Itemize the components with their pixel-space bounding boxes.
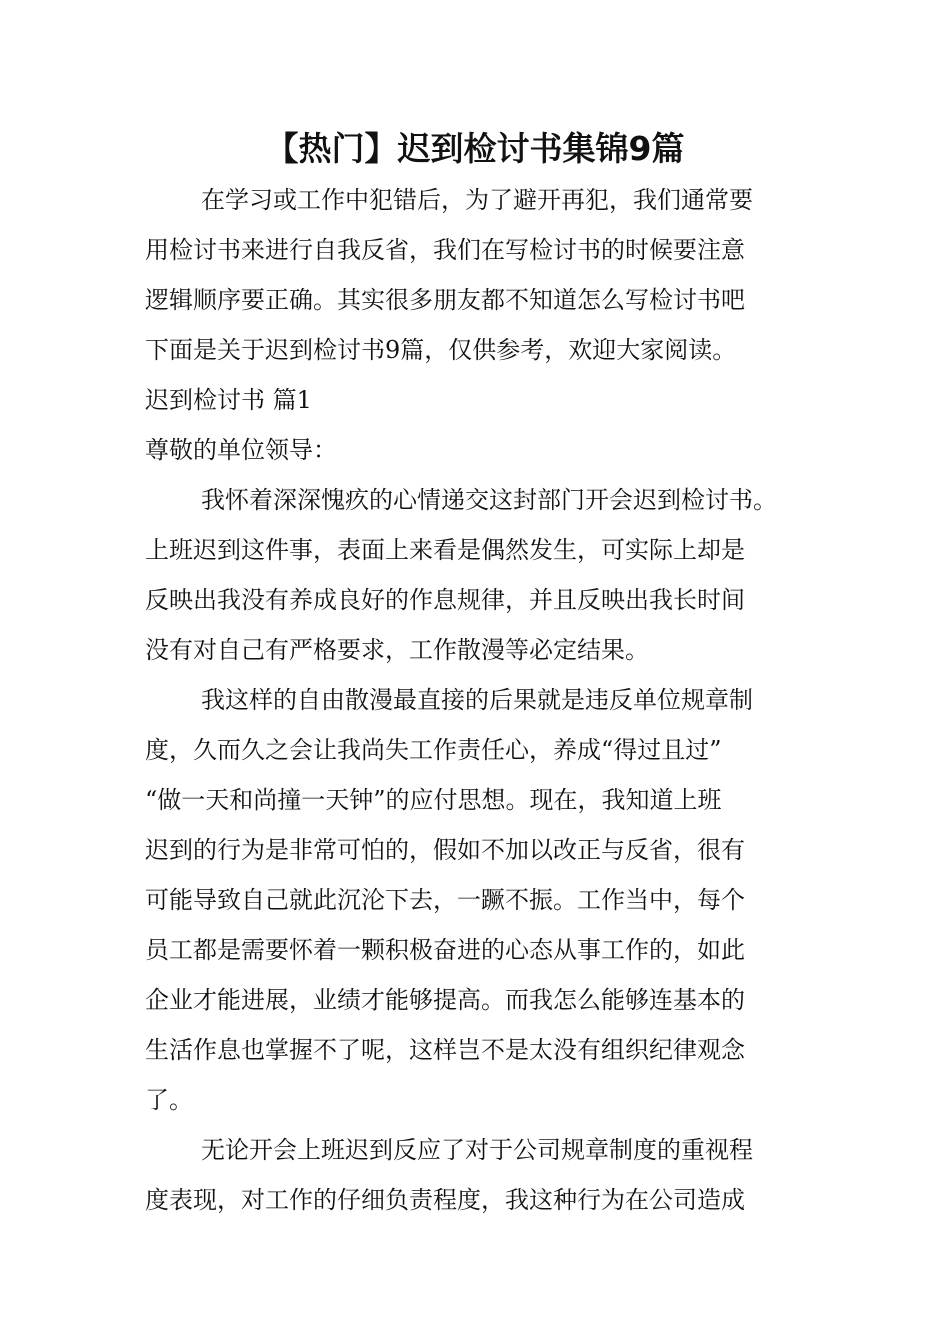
- body-line: 员工都是需要怀着一颗积极奋进的心态从事工作的，如此: [145, 936, 745, 964]
- body-line: 用检讨书来进行自我反省，我们在写检讨书的时候要注意: [145, 236, 745, 264]
- body-line: 在学习或工作中犯错后，为了避开再犯，我们通常要: [201, 186, 753, 214]
- body-line: 我怀着深深愧疚的心情递交这封部门开会迟到检讨书。: [201, 486, 777, 514]
- body-line: “做一天和尚撞一天钟”的应付思想。现在，我知道上班: [145, 786, 722, 814]
- body-line: 逻辑顺序要正确。其实很多朋友都不知道怎么写检讨书吧: [145, 286, 745, 314]
- body-line: 反映出我没有养成良好的作息规律，并且反映出我长时间: [145, 586, 745, 614]
- body-line: 上班迟到这件事，表面上来看是偶然发生，可实际上却是: [145, 536, 745, 564]
- body-line: 尊敬的单位领导：: [145, 436, 337, 464]
- body-line: 生活作息也掌握不了呢，这样岂不是太没有组织纪律观念: [145, 1036, 745, 1064]
- body-line: 可能导致自己就此沉沦下去，一蹶不振。工作当中，每个: [145, 886, 745, 914]
- body-line: 下面是关于迟到检讨书9篇，仅供参考，欢迎大家阅读。: [145, 336, 737, 364]
- body-line: 迟到检讨书 篇1: [145, 386, 312, 414]
- body-line: 迟到的行为是非常可怕的，假如不加以改正与反省，很有: [145, 836, 745, 864]
- document-title: 【热门】迟到检讨书集锦9篇: [265, 129, 685, 168]
- body-line: 度，久而久之会让我尚失工作责任心，养成“得过且过”: [145, 736, 722, 764]
- body-line: 企业才能进展，业绩才能够提高。而我怎么能够连基本的: [145, 986, 745, 1014]
- body-line: 无论开会上班迟到反应了对于公司规章制度的重视程: [201, 1136, 753, 1164]
- document-body: [145, 175, 810, 1225]
- body-line: 没有对自己有严格要求，工作散漫等必定结果。: [145, 636, 649, 664]
- body-line: 了。: [145, 1086, 193, 1114]
- body-line: 度表现，对工作的仔细负责程度，我这种行为在公司造成: [145, 1186, 745, 1214]
- body-line: 我这样的自由散漫最直接的后果就是违反单位规章制: [201, 686, 753, 714]
